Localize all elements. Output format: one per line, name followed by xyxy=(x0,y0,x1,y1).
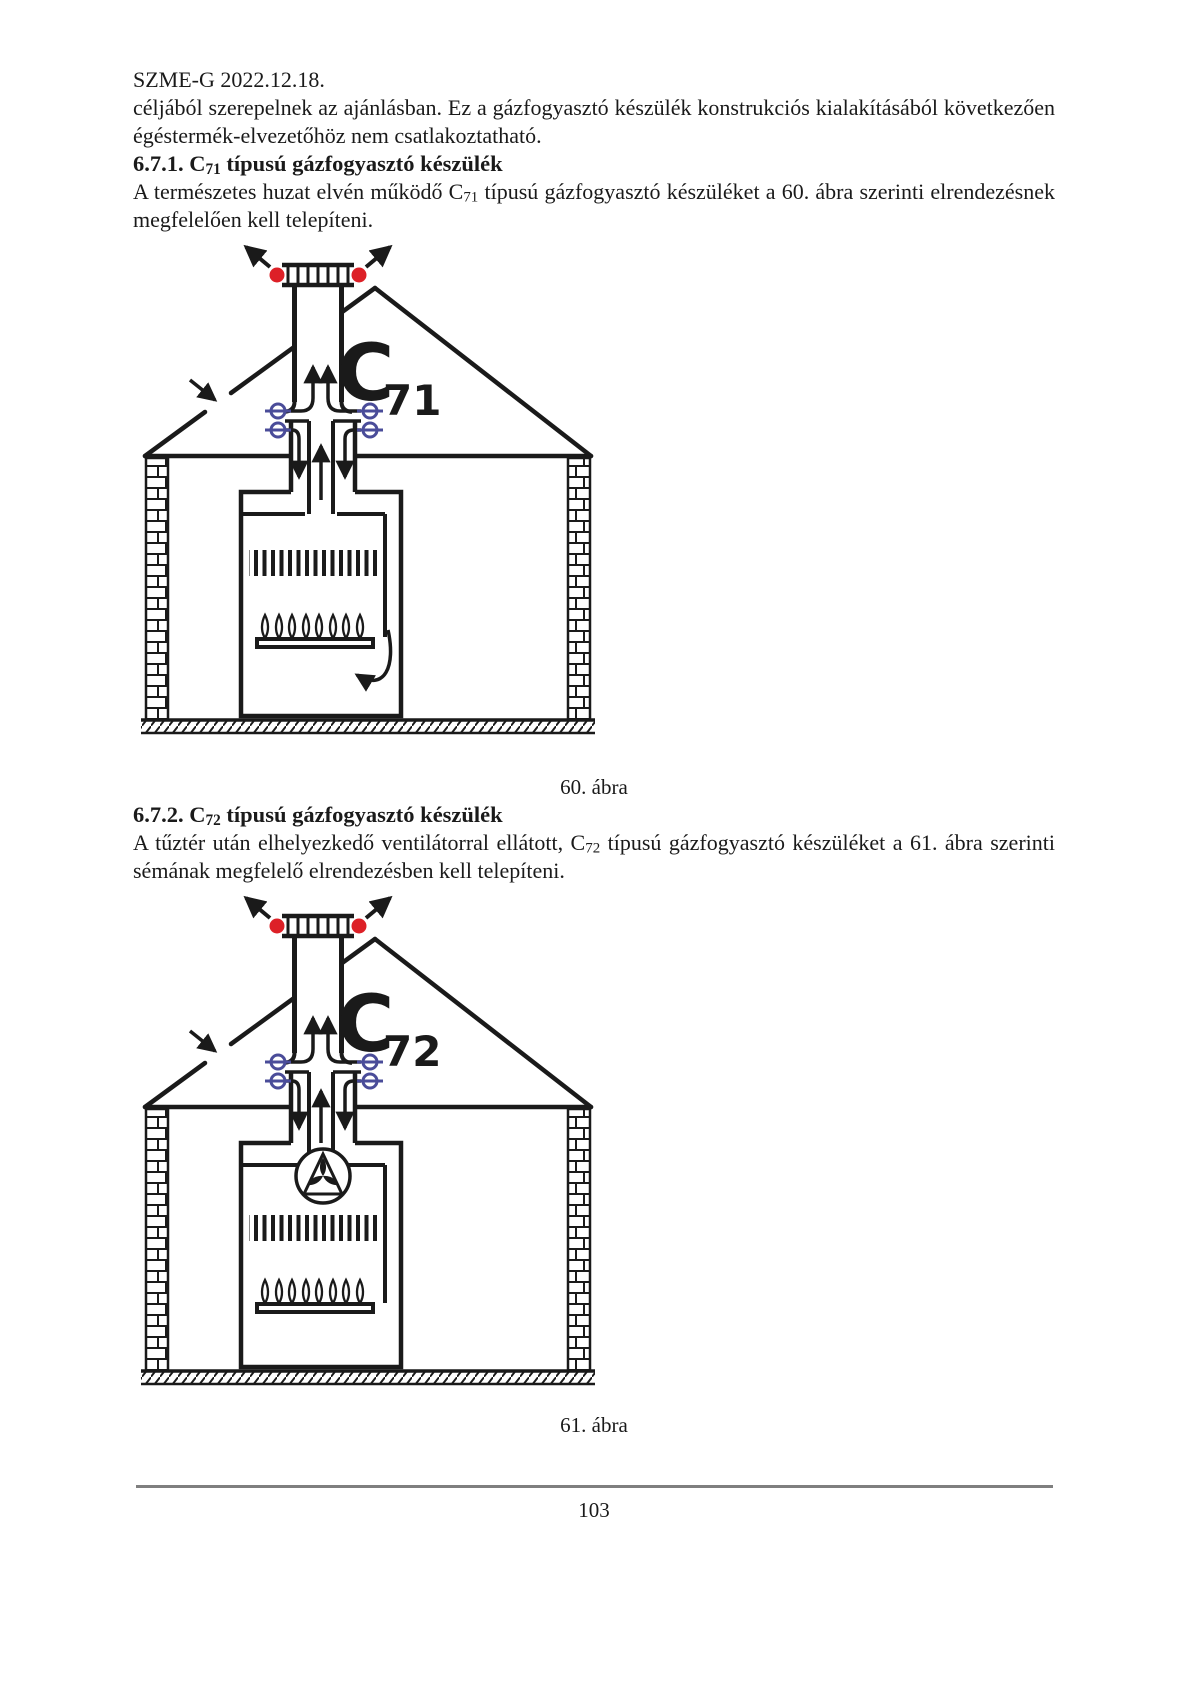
left-wall xyxy=(146,458,168,720)
section-671-paragraph: A természetes huzat elvén működő $C_{71}$ típusú gázfogyasztó készüléket a 60. ábra szerinti elrendezésnek megfelelően kell telepíteni. xyxy=(133,179,1055,232)
air-vent-icon xyxy=(265,1055,291,1069)
footer-divider xyxy=(136,1485,1053,1488)
air-vent-icon xyxy=(265,1074,291,1088)
air-vent-icon xyxy=(357,1074,383,1088)
intro-paragraph: céljából szerepelnek az ajánlásban. Ez a gázfogyasztó készülék konstrukciós kialakításából következően égéstermék-elvezetőhöz nem csatlakoztatható. xyxy=(133,95,1055,148)
right-wall xyxy=(568,458,590,720)
flue-terminal-grille-icon xyxy=(282,916,354,936)
figure-61-diagram xyxy=(133,885,603,1390)
floor xyxy=(141,720,595,733)
right-wall xyxy=(568,1109,590,1371)
figure-61 xyxy=(133,885,1055,1390)
exhaust-out-arrow-icon xyxy=(246,247,270,267)
section-672-paragraph: A tűztér után elhelyezkedő ventilátorral ellátott, $C_{72}$ típusú gázfogyasztó készüléket a 61. ábra szerinti sémának megfelelő elrendezésben kell telepíteni. xyxy=(133,830,1055,883)
section-heading-672: 6.7.2. $C_{72}$ típusú gázfogyasztó készülék xyxy=(133,802,503,829)
fan-icon xyxy=(296,1149,350,1203)
exhaust-out-arrow-icon xyxy=(366,898,390,918)
diagram-label: C72 xyxy=(337,980,442,1076)
burner-bar xyxy=(257,639,373,647)
left-wall xyxy=(146,1109,168,1371)
terminal-clearance-dot xyxy=(352,919,367,934)
figure-60 xyxy=(133,234,1055,739)
diagram-label: C71 xyxy=(337,329,442,425)
terminal-clearance-dot xyxy=(352,268,367,283)
terminal-clearance-dot xyxy=(270,919,285,934)
exhaust-out-arrow-icon xyxy=(246,898,270,918)
page-number: 103 xyxy=(578,1498,610,1522)
air-vent-icon xyxy=(265,423,291,437)
page-header: SZME-G 2022.12.18. xyxy=(133,67,325,92)
burner-bar xyxy=(257,1304,373,1312)
air-vent-icon xyxy=(357,423,383,437)
figure-60-diagram xyxy=(133,234,603,739)
section-heading-671: 6.7.1. $C_{71}$ típusú gázfogyasztó készülék xyxy=(133,151,503,178)
terminal-clearance-dot xyxy=(270,268,285,283)
exhaust-out-arrow-icon xyxy=(366,247,390,267)
heat-exchanger xyxy=(249,550,377,576)
floor xyxy=(141,1371,595,1384)
figure-60-caption: 60. ábra xyxy=(560,775,628,799)
attic-air-inlet-arrow-icon xyxy=(190,380,215,400)
flue-terminal-grille-icon xyxy=(282,265,354,285)
figure-61-caption: 61. ábra xyxy=(560,1413,628,1437)
attic-air-inlet-arrow-icon xyxy=(190,1031,215,1051)
air-vent-icon xyxy=(265,404,291,418)
heat-exchanger xyxy=(249,1215,377,1241)
boiler xyxy=(241,492,401,716)
